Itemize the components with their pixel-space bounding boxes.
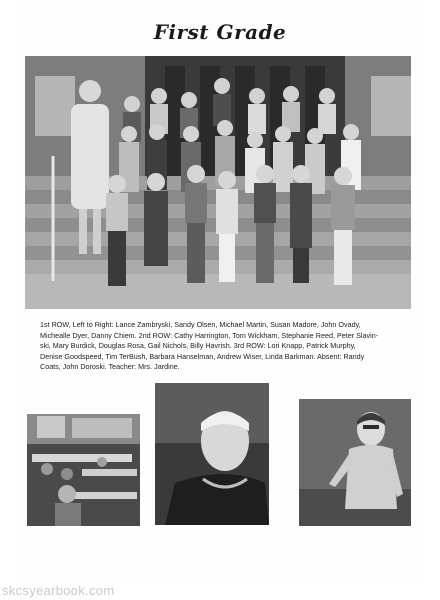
teacher-portrait-photo [299,399,411,526]
classroom-candid-photo [27,414,140,526]
teacher-portrait-photo-art [299,399,411,526]
class-group-photo-art [25,56,411,309]
caption-line: Michealle Dyer, Danny Chiem. 2nd ROW: Cathy Harrington, Tom Wickham, Stephanie Reed, Peter Slavin- [40,330,379,340]
caption-line: Coats, John Doroski. Teacher: Mrs. Jardine. [40,362,180,372]
page-title: First Grade [153,20,287,44]
caption-line: ski, Mary Burdick, Douglas Rosa, Gail Nichols, Billy Havrish. 3rd ROW: Lori Knapp, Patrick Murphy, [40,341,356,351]
site-watermark: skcsyearbook.com [2,583,115,598]
boy-portrait-photo-art [155,383,269,525]
classroom-candid-photo-art [27,414,140,526]
boy-portrait-photo [155,383,269,525]
caption-line: Denise Goodspeed, Tim TerBush, Barbara Hanselman, Andrew Wiser, Linda Barkman. Absent: Randy [40,351,365,361]
class-roster-caption [40,320,385,373]
class-group-photo [25,56,411,309]
caption-line: 1st ROW, Left to Right: Lance Zambryski, Sandy Olsen, Michael Martin, Susan Madore, John Ovady, [40,320,361,329]
